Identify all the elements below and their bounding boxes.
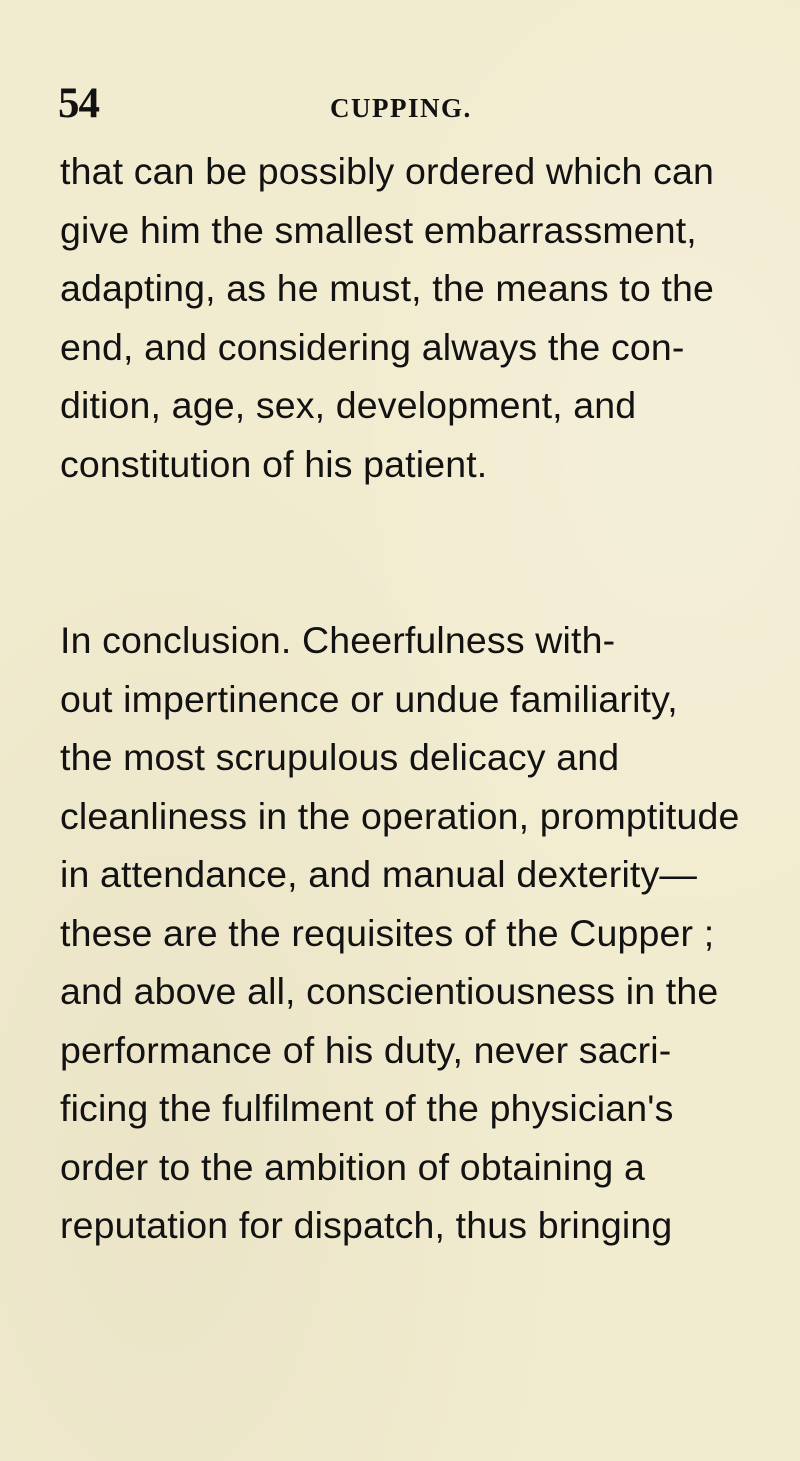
text-line: out impertinence or undue familiarity, bbox=[60, 678, 678, 720]
text-line: end, and considering always the con- bbox=[60, 326, 685, 368]
page-header bbox=[58, 82, 748, 130]
text-line: these are the requisites of the Cupper ; bbox=[60, 912, 715, 954]
text-line: dition, age, sex, development, and bbox=[60, 384, 637, 426]
running-head: CUPPING. bbox=[330, 93, 472, 123]
text-line: the most scrupulous delicacy and bbox=[60, 736, 620, 778]
text-line: performance of his duty, never sacri- bbox=[60, 1029, 672, 1071]
text-line: constitution of his patient. bbox=[60, 443, 488, 485]
text-line: cleanliness in the operation, promptitude bbox=[60, 795, 740, 837]
page-number: 54 bbox=[58, 80, 99, 127]
text-line: in attendance, and manual dexterity— bbox=[60, 853, 698, 895]
text-line: ficing the fulfilment of the physician's bbox=[60, 1087, 674, 1129]
text-line: order to the ambition of obtaining a bbox=[60, 1146, 645, 1188]
text-line: adapting, as he must, the means to the bbox=[60, 267, 715, 309]
text-line: that can be possibly ordered which can bbox=[60, 150, 715, 192]
text-line: reputation for dispatch, thus bringing bbox=[60, 1204, 673, 1246]
text-line: and above all, conscientiousness in the bbox=[60, 970, 719, 1012]
text-line: In conclusion. Cheerfulness with- bbox=[60, 619, 616, 661]
text-line: give him the smallest embarrassment, bbox=[60, 209, 697, 251]
